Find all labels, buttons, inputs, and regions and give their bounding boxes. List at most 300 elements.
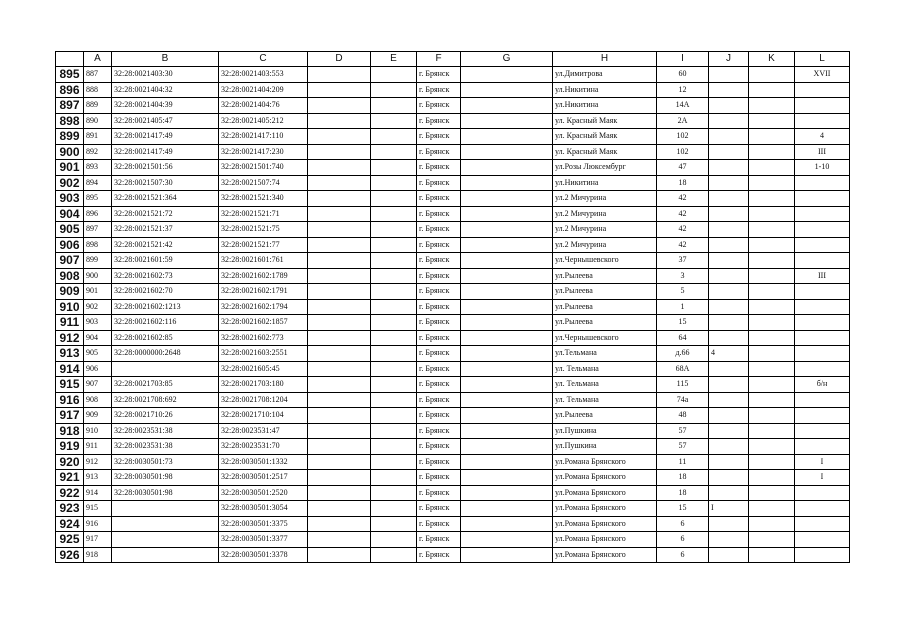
table-cell[interactable] — [749, 516, 795, 532]
table-cell[interactable] — [709, 144, 749, 160]
table-cell[interactable] — [709, 516, 749, 532]
table-cell[interactable]: ул.Димитрова — [553, 67, 657, 83]
table-cell[interactable] — [795, 485, 850, 501]
table-cell[interactable] — [461, 330, 553, 346]
table-cell[interactable]: 902 — [84, 299, 112, 315]
table-cell[interactable] — [371, 175, 417, 191]
table-cell[interactable]: 898 — [84, 237, 112, 253]
table-cell[interactable]: 903 — [84, 315, 112, 331]
table-cell[interactable] — [749, 160, 795, 176]
table-cell[interactable]: 68А — [657, 361, 709, 377]
table-cell[interactable]: 32:28:0021703:180 — [219, 377, 308, 393]
table-cell[interactable]: г. Брянск — [417, 82, 461, 98]
table-cell[interactable] — [795, 299, 850, 315]
row-number[interactable]: 905 — [56, 222, 84, 238]
table-cell[interactable]: 1-10 — [795, 160, 850, 176]
row-number[interactable]: 918 — [56, 423, 84, 439]
row-number[interactable]: 919 — [56, 439, 84, 455]
table-cell[interactable]: 18 — [657, 175, 709, 191]
table-cell[interactable] — [709, 206, 749, 222]
table-cell[interactable] — [371, 315, 417, 331]
table-cell[interactable] — [709, 408, 749, 424]
table-cell[interactable]: 918 — [84, 547, 112, 563]
table-cell[interactable]: 42 — [657, 222, 709, 238]
table-cell[interactable]: г. Брянск — [417, 439, 461, 455]
table-cell[interactable] — [749, 501, 795, 517]
table-cell[interactable]: 32:28:0021602:1789 — [219, 268, 308, 284]
table-cell[interactable]: 32:28:0000000:2648 — [112, 346, 219, 362]
table-cell[interactable] — [461, 82, 553, 98]
table-cell[interactable]: г. Брянск — [417, 237, 461, 253]
table-cell[interactable] — [371, 454, 417, 470]
table-cell[interactable] — [749, 175, 795, 191]
table-cell[interactable] — [308, 361, 371, 377]
table-cell[interactable]: 32:28:0023531:47 — [219, 423, 308, 439]
row-number[interactable]: 895 — [56, 67, 84, 83]
table-cell[interactable]: 74а — [657, 392, 709, 408]
table-cell[interactable] — [795, 361, 850, 377]
table-cell[interactable] — [795, 191, 850, 207]
table-cell[interactable]: ул.Романа Брянского — [553, 532, 657, 548]
row-number[interactable]: 901 — [56, 160, 84, 176]
table-cell[interactable]: 32:28:0021708:692 — [112, 392, 219, 408]
table-cell[interactable] — [709, 284, 749, 300]
table-cell[interactable]: 32:28:0021404:32 — [112, 82, 219, 98]
table-cell[interactable]: 32:28:0021501:56 — [112, 160, 219, 176]
table-cell[interactable]: 32:28:0021501:740 — [219, 160, 308, 176]
table-cell[interactable]: 3 — [657, 268, 709, 284]
table-cell[interactable]: 32:28:0021602:1213 — [112, 299, 219, 315]
table-cell[interactable] — [749, 67, 795, 83]
table-cell[interactable] — [461, 144, 553, 160]
table-cell[interactable]: 32:28:0021602:116 — [112, 315, 219, 331]
table-cell[interactable] — [308, 408, 371, 424]
table-cell[interactable]: 2А — [657, 113, 709, 129]
table-cell[interactable] — [112, 501, 219, 517]
table-cell[interactable]: г. Брянск — [417, 113, 461, 129]
table-cell[interactable] — [795, 284, 850, 300]
table-cell[interactable]: 42 — [657, 191, 709, 207]
table-cell[interactable] — [308, 129, 371, 145]
table-cell[interactable]: г. Брянск — [417, 175, 461, 191]
table-cell[interactable]: I — [709, 501, 749, 517]
table-cell[interactable]: 910 — [84, 423, 112, 439]
table-cell[interactable] — [749, 392, 795, 408]
table-cell[interactable] — [795, 175, 850, 191]
table-cell[interactable]: г. Брянск — [417, 206, 461, 222]
table-cell[interactable]: г. Брянск — [417, 98, 461, 114]
table-cell[interactable]: 916 — [84, 516, 112, 532]
table-cell[interactable] — [308, 113, 371, 129]
table-cell[interactable]: 32:28:0021602:73 — [112, 268, 219, 284]
table-cell[interactable]: 32:28:0021521:77 — [219, 237, 308, 253]
row-number[interactable]: 902 — [56, 175, 84, 191]
table-cell[interactable] — [308, 516, 371, 532]
table-cell[interactable] — [308, 501, 371, 517]
table-cell[interactable]: 11 — [657, 454, 709, 470]
table-cell[interactable]: 32:28:0021710:26 — [112, 408, 219, 424]
table-cell[interactable]: 893 — [84, 160, 112, 176]
table-cell[interactable] — [371, 392, 417, 408]
table-cell[interactable] — [795, 315, 850, 331]
table-cell[interactable]: 32:28:0021603:2551 — [219, 346, 308, 362]
table-cell[interactable] — [749, 299, 795, 315]
table-cell[interactable]: ул.Рылеева — [553, 408, 657, 424]
table-cell[interactable]: 913 — [84, 470, 112, 486]
table-cell[interactable]: г. Брянск — [417, 516, 461, 532]
table-cell[interactable]: 12 — [657, 82, 709, 98]
table-cell[interactable] — [371, 423, 417, 439]
table-cell[interactable] — [749, 485, 795, 501]
table-cell[interactable]: 6 — [657, 516, 709, 532]
table-cell[interactable]: 57 — [657, 423, 709, 439]
table-cell[interactable]: III — [795, 144, 850, 160]
table-cell[interactable] — [308, 253, 371, 269]
table-cell[interactable] — [461, 191, 553, 207]
table-cell[interactable]: 102 — [657, 129, 709, 145]
table-cell[interactable]: 32:28:0030501:3054 — [219, 501, 308, 517]
table-cell[interactable] — [461, 408, 553, 424]
table-cell[interactable]: 32:28:0021521:71 — [219, 206, 308, 222]
table-cell[interactable]: 1 — [657, 299, 709, 315]
table-cell[interactable]: 32:28:0021521:37 — [112, 222, 219, 238]
table-cell[interactable] — [308, 206, 371, 222]
table-cell[interactable]: ул.Чернышевского — [553, 330, 657, 346]
table-cell[interactable]: ул.Романа Брянского — [553, 470, 657, 486]
table-cell[interactable]: 32:28:0021507:30 — [112, 175, 219, 191]
table-cell[interactable]: ул.Чернышевского — [553, 253, 657, 269]
table-cell[interactable]: 6 — [657, 547, 709, 563]
row-number[interactable]: 913 — [56, 346, 84, 362]
table-cell[interactable] — [461, 253, 553, 269]
table-cell[interactable]: 32:28:0021417:110 — [219, 129, 308, 145]
table-cell[interactable] — [709, 175, 749, 191]
table-cell[interactable] — [371, 516, 417, 532]
table-cell[interactable]: 32:28:0030501:1332 — [219, 454, 308, 470]
table-cell[interactable]: 4 — [795, 129, 850, 145]
table-cell[interactable] — [795, 423, 850, 439]
table-cell[interactable] — [795, 408, 850, 424]
table-cell[interactable]: ул.Романа Брянского — [553, 454, 657, 470]
table-cell[interactable] — [461, 284, 553, 300]
table-cell[interactable]: 895 — [84, 191, 112, 207]
table-cell[interactable] — [308, 439, 371, 455]
row-number[interactable]: 926 — [56, 547, 84, 563]
table-cell[interactable]: 911 — [84, 439, 112, 455]
table-cell[interactable] — [308, 82, 371, 98]
table-cell[interactable]: 32:28:0023531:38 — [112, 439, 219, 455]
table-cell[interactable] — [461, 175, 553, 191]
table-cell[interactable]: 906 — [84, 361, 112, 377]
table-cell[interactable]: г. Брянск — [417, 315, 461, 331]
table-cell[interactable]: ул.Тельмана — [553, 346, 657, 362]
table-cell[interactable]: 894 — [84, 175, 112, 191]
column-header[interactable]: A — [84, 52, 112, 67]
table-cell[interactable] — [749, 330, 795, 346]
table-cell[interactable]: 912 — [84, 454, 112, 470]
table-cell[interactable]: г. Брянск — [417, 501, 461, 517]
table-cell[interactable] — [371, 532, 417, 548]
table-cell[interactable] — [308, 67, 371, 83]
table-cell[interactable]: 32:28:0021601:59 — [112, 253, 219, 269]
table-cell[interactable]: ул.Романа Брянского — [553, 485, 657, 501]
table-cell[interactable]: 887 — [84, 67, 112, 83]
column-header[interactable] — [56, 52, 84, 67]
table-cell[interactable]: 15 — [657, 501, 709, 517]
row-number[interactable]: 920 — [56, 454, 84, 470]
table-cell[interactable] — [709, 98, 749, 114]
table-cell[interactable]: 32:28:0021521:42 — [112, 237, 219, 253]
table-cell[interactable]: 890 — [84, 113, 112, 129]
row-number[interactable]: 914 — [56, 361, 84, 377]
table-cell[interactable] — [749, 144, 795, 160]
table-cell[interactable]: 47 — [657, 160, 709, 176]
table-cell[interactable] — [795, 547, 850, 563]
table-cell[interactable]: 32:28:0021602:773 — [219, 330, 308, 346]
table-cell[interactable] — [709, 330, 749, 346]
table-cell[interactable]: 32:28:0021601:761 — [219, 253, 308, 269]
row-number[interactable]: 921 — [56, 470, 84, 486]
table-cell[interactable]: ул.Романа Брянского — [553, 516, 657, 532]
table-cell[interactable]: 4 — [709, 346, 749, 362]
row-number[interactable]: 896 — [56, 82, 84, 98]
table-cell[interactable]: г. Брянск — [417, 67, 461, 83]
table-cell[interactable] — [795, 330, 850, 346]
table-cell[interactable]: 32:28:0021417:49 — [112, 129, 219, 145]
table-cell[interactable] — [461, 98, 553, 114]
table-cell[interactable] — [461, 129, 553, 145]
table-cell[interactable]: 32:28:0030501:73 — [112, 454, 219, 470]
column-header[interactable]: H — [553, 52, 657, 67]
table-cell[interactable]: ул.Пушкина — [553, 423, 657, 439]
table-cell[interactable]: г. Брянск — [417, 160, 461, 176]
table-cell[interactable] — [749, 315, 795, 331]
table-cell[interactable] — [371, 222, 417, 238]
table-cell[interactable] — [371, 547, 417, 563]
table-cell[interactable] — [749, 361, 795, 377]
table-cell[interactable] — [112, 532, 219, 548]
table-cell[interactable] — [308, 237, 371, 253]
table-cell[interactable]: 32:28:0021602:70 — [112, 284, 219, 300]
table-cell[interactable]: 14А — [657, 98, 709, 114]
table-cell[interactable] — [461, 454, 553, 470]
table-cell[interactable]: г. Брянск — [417, 547, 461, 563]
table-cell[interactable]: ул.Рылеева — [553, 315, 657, 331]
table-cell[interactable] — [461, 439, 553, 455]
table-cell[interactable]: 32:28:0021405:212 — [219, 113, 308, 129]
table-cell[interactable] — [371, 129, 417, 145]
table-cell[interactable]: 888 — [84, 82, 112, 98]
table-cell[interactable] — [371, 67, 417, 83]
table-cell[interactable] — [461, 160, 553, 176]
table-cell[interactable]: ул. Тельмана — [553, 392, 657, 408]
table-cell[interactable]: 32:28:0030501:3378 — [219, 547, 308, 563]
table-cell[interactable]: 5 — [657, 284, 709, 300]
table-cell[interactable] — [795, 222, 850, 238]
table-cell[interactable] — [709, 454, 749, 470]
table-cell[interactable] — [308, 268, 371, 284]
table-cell[interactable] — [749, 439, 795, 455]
row-number[interactable]: 922 — [56, 485, 84, 501]
table-cell[interactable]: 32:28:0023531:38 — [112, 423, 219, 439]
table-cell[interactable] — [371, 144, 417, 160]
table-cell[interactable]: г. Брянск — [417, 299, 461, 315]
table-cell[interactable]: 32:28:0021507:74 — [219, 175, 308, 191]
table-cell[interactable]: б/н — [795, 377, 850, 393]
table-cell[interactable]: 32:28:0021710:104 — [219, 408, 308, 424]
table-cell[interactable] — [749, 222, 795, 238]
table-cell[interactable] — [795, 82, 850, 98]
table-cell[interactable] — [308, 222, 371, 238]
table-cell[interactable]: ул.2 Мичурина — [553, 191, 657, 207]
table-cell[interactable] — [461, 361, 553, 377]
table-cell[interactable]: ул.Розы Люксембург — [553, 160, 657, 176]
table-cell[interactable]: 57 — [657, 439, 709, 455]
table-cell[interactable]: 18 — [657, 485, 709, 501]
table-cell[interactable]: ул.Никитина — [553, 98, 657, 114]
table-cell[interactable]: 32:28:0021417:230 — [219, 144, 308, 160]
table-cell[interactable] — [112, 547, 219, 563]
row-number[interactable]: 924 — [56, 516, 84, 532]
table-cell[interactable]: ул.2 Мичурина — [553, 206, 657, 222]
table-cell[interactable] — [749, 408, 795, 424]
table-cell[interactable]: 32:28:0021404:39 — [112, 98, 219, 114]
table-cell[interactable] — [749, 423, 795, 439]
table-cell[interactable]: ул.Никитина — [553, 175, 657, 191]
table-cell[interactable] — [371, 253, 417, 269]
table-cell[interactable]: ул. Тельмана — [553, 361, 657, 377]
table-cell[interactable]: 32:28:0021404:76 — [219, 98, 308, 114]
table-cell[interactable] — [461, 206, 553, 222]
row-number[interactable]: 903 — [56, 191, 84, 207]
table-cell[interactable]: г. Брянск — [417, 423, 461, 439]
table-cell[interactable] — [308, 532, 371, 548]
table-cell[interactable]: 15 — [657, 315, 709, 331]
table-cell[interactable] — [709, 222, 749, 238]
table-cell[interactable] — [461, 547, 553, 563]
table-cell[interactable] — [749, 547, 795, 563]
table-cell[interactable]: 32:28:0023531:70 — [219, 439, 308, 455]
table-cell[interactable]: ул. Тельмана — [553, 377, 657, 393]
table-cell[interactable]: 102 — [657, 144, 709, 160]
table-cell[interactable] — [112, 361, 219, 377]
table-cell[interactable] — [308, 191, 371, 207]
table-cell[interactable]: 32:28:0030501:3377 — [219, 532, 308, 548]
table-cell[interactable] — [371, 485, 417, 501]
table-cell[interactable] — [308, 346, 371, 362]
table-cell[interactable] — [709, 315, 749, 331]
row-number[interactable]: 907 — [56, 253, 84, 269]
table-cell[interactable] — [709, 113, 749, 129]
table-cell[interactable]: 32:28:0021602:1794 — [219, 299, 308, 315]
table-cell[interactable] — [308, 377, 371, 393]
table-cell[interactable] — [795, 206, 850, 222]
table-cell[interactable] — [795, 346, 850, 362]
table-cell[interactable] — [709, 82, 749, 98]
table-cell[interactable] — [461, 67, 553, 83]
table-cell[interactable]: г. Брянск — [417, 222, 461, 238]
table-cell[interactable]: 32:28:0030501:2520 — [219, 485, 308, 501]
table-cell[interactable]: 32:28:0030501:3375 — [219, 516, 308, 532]
table-cell[interactable] — [709, 129, 749, 145]
table-cell[interactable] — [308, 144, 371, 160]
table-cell[interactable] — [795, 501, 850, 517]
table-cell[interactable]: 905 — [84, 346, 112, 362]
column-header[interactable]: B — [112, 52, 219, 67]
table-cell[interactable] — [308, 98, 371, 114]
table-cell[interactable] — [308, 284, 371, 300]
table-cell[interactable]: I — [795, 470, 850, 486]
table-cell[interactable]: г. Брянск — [417, 191, 461, 207]
table-cell[interactable]: г. Брянск — [417, 253, 461, 269]
table-cell[interactable] — [371, 191, 417, 207]
row-number[interactable]: 911 — [56, 315, 84, 331]
table-cell[interactable] — [461, 377, 553, 393]
table-cell[interactable] — [371, 346, 417, 362]
table-cell[interactable] — [461, 485, 553, 501]
table-cell[interactable] — [461, 532, 553, 548]
column-header[interactable]: G — [461, 52, 553, 67]
table-cell[interactable]: ул.Романа Брянского — [553, 547, 657, 563]
table-cell[interactable] — [709, 299, 749, 315]
table-cell[interactable]: 899 — [84, 253, 112, 269]
table-cell[interactable]: 32:28:0021605:45 — [219, 361, 308, 377]
table-cell[interactable] — [749, 129, 795, 145]
table-cell[interactable] — [749, 191, 795, 207]
table-cell[interactable]: г. Брянск — [417, 485, 461, 501]
table-cell[interactable] — [795, 253, 850, 269]
table-cell[interactable]: ул.Рылеева — [553, 299, 657, 315]
table-cell[interactable]: г. Брянск — [417, 361, 461, 377]
table-cell[interactable] — [371, 160, 417, 176]
table-cell[interactable]: г. Брянск — [417, 268, 461, 284]
table-cell[interactable]: ул.2 Мичурина — [553, 222, 657, 238]
table-cell[interactable] — [795, 532, 850, 548]
row-number[interactable]: 899 — [56, 129, 84, 145]
table-cell[interactable]: 64 — [657, 330, 709, 346]
table-cell[interactable] — [709, 470, 749, 486]
table-cell[interactable]: 6 — [657, 532, 709, 548]
table-cell[interactable]: 917 — [84, 532, 112, 548]
table-cell[interactable]: г. Брянск — [417, 284, 461, 300]
table-cell[interactable] — [308, 470, 371, 486]
table-cell[interactable]: г. Брянск — [417, 129, 461, 145]
table-cell[interactable]: 889 — [84, 98, 112, 114]
table-cell[interactable] — [371, 470, 417, 486]
table-cell[interactable] — [308, 547, 371, 563]
table-cell[interactable]: 891 — [84, 129, 112, 145]
table-cell[interactable]: 32:28:0021521:364 — [112, 191, 219, 207]
table-cell[interactable]: 32:28:0021521:72 — [112, 206, 219, 222]
table-cell[interactable] — [371, 439, 417, 455]
table-cell[interactable]: ул. Красный Маяк — [553, 129, 657, 145]
table-cell[interactable]: 904 — [84, 330, 112, 346]
table-cell[interactable] — [749, 113, 795, 129]
table-cell[interactable]: 48 — [657, 408, 709, 424]
table-cell[interactable] — [371, 330, 417, 346]
table-cell[interactable] — [371, 377, 417, 393]
table-cell[interactable] — [795, 392, 850, 408]
table-cell[interactable]: г. Брянск — [417, 346, 461, 362]
table-cell[interactable]: 32:28:0021602:85 — [112, 330, 219, 346]
table-cell[interactable] — [709, 268, 749, 284]
row-number[interactable]: 916 — [56, 392, 84, 408]
table-cell[interactable] — [461, 237, 553, 253]
row-number[interactable]: 923 — [56, 501, 84, 517]
table-cell[interactable]: 32:28:0030501:98 — [112, 470, 219, 486]
table-cell[interactable] — [371, 237, 417, 253]
table-cell[interactable] — [461, 392, 553, 408]
